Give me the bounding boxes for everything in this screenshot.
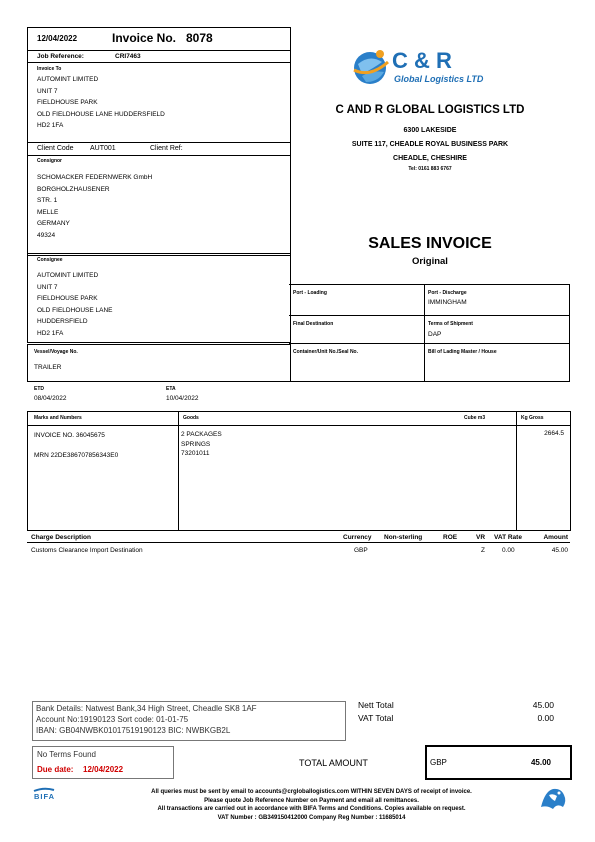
- roe-header: ROE: [443, 534, 458, 541]
- bank-details: Bank Details: Natwest Bank,34 High Street, Cheadle SK8 1AF Account No:19190123 Sort code: 01-01-75 IBAN: GB04NWBK01017519190123 BIC: NWBKGB2L: [36, 704, 257, 735]
- terms-of-shipment-label: Terms of Shipment: [428, 321, 473, 327]
- job-reference-label: Job Reference:: [37, 53, 84, 60]
- consignee-label: Consignee: [37, 257, 63, 263]
- vessel-value: TRAILER: [34, 364, 62, 371]
- logo-sub: Global Logistics LTD: [394, 74, 484, 84]
- bill-of-lading-label: Bill of Lading Master / House: [428, 349, 497, 355]
- vr-header: VR: [476, 534, 486, 541]
- kg-gross-header: Kg Gross: [521, 415, 544, 421]
- consignee-address: AUTOMINT LIMITED UNIT 7 FIELDHOUSE PARK OLD FIELDHOUSE LANE HUDDERSFIELD HD2 1FA: [37, 272, 113, 337]
- vessel-label: Vessel/Voyage No.: [34, 349, 78, 355]
- cube-header: Cube m3: [464, 415, 486, 421]
- company-tel: Tel: 0161 883 6767: [408, 166, 452, 172]
- kg-gross-value: 2664.5: [544, 430, 564, 437]
- due-date: 12/04/2022: [83, 765, 124, 774]
- port-discharge-label: Port - Discharge: [428, 290, 467, 296]
- non-sterling-header: Non-sterling: [384, 534, 423, 541]
- company-name: C AND R GLOBAL LOGISTICS LTD: [335, 104, 525, 116]
- terms-of-shipment: DAP: [428, 331, 442, 338]
- amount-header: Amount: [543, 534, 568, 541]
- bifa-logo: BIFA: [32, 787, 72, 801]
- client-code-label: Client Code: [37, 145, 74, 152]
- invoice-date: 12/04/2022: [37, 34, 78, 43]
- job-reference: CRI7463: [115, 53, 141, 60]
- charge-row-description: Customs Clearance Import Destination: [31, 547, 143, 554]
- invoice-to-address: AUTOMINT LIMITED UNIT 7 FIELDHOUSE PARK OLD FIELDHOUSE LANE HUDDERSFIELD HD2 1FA: [37, 76, 165, 129]
- document-title: SALES INVOICE: [368, 235, 492, 252]
- nett-total-label: Nett Total: [358, 700, 394, 710]
- accreditation-logo: [537, 785, 569, 813]
- vat-total-label: VAT Total: [358, 713, 394, 723]
- marks-line-1: INVOICE NO. 36045675: [34, 432, 105, 439]
- due-date-label: Due date:: [37, 765, 74, 774]
- globe-icon: [350, 48, 390, 88]
- total-currency: GBP: [430, 758, 447, 767]
- goods-header: Goods: [183, 415, 199, 421]
- charge-description-header: Charge Description: [31, 534, 91, 541]
- charge-row-currency: GBP: [354, 547, 368, 554]
- goods-description: 2 PACKAGES SPRINGS 73201011: [181, 431, 222, 457]
- logo-main: C & R: [392, 48, 452, 73]
- footer-text: All queries must be sent by email to accounts@crgloballogistics.com WITHIN SEVEN DAYS of receipt of invoice. Please quote Job Reference Number on Payment and email all remittances. All transactions are carried out in accordance with BIFA Terms and Conditions. Copies available on request. VAT Number : GB349150412000 Company Reg Number : 11685014: [151, 789, 472, 821]
- company-address: 6300 LAKESIDE SUITE 117, CHEADLE ROYAL BUSINESS PARK CHEADLE, CHESHIRE: [351, 127, 509, 162]
- total-amount: 45.00: [530, 758, 551, 767]
- port-loading-label: Port - Loading: [293, 290, 327, 296]
- total-amount-label: TOTAL AMOUNT: [299, 758, 368, 768]
- container-label: Container/Unit No./Seal No.: [293, 349, 359, 355]
- currency-header: Currency: [343, 534, 372, 541]
- invoice-to-label: Invoice To: [37, 66, 62, 72]
- final-destination-label: Final Destination: [293, 321, 334, 327]
- client-ref-label: Client Ref:: [150, 145, 183, 152]
- no-terms-text: No Terms Found: [37, 750, 96, 759]
- consignor-address: SCHOMACKER FEDERNWERK GmbH BORGHOLZHAUSENER STR. 1 MELLE GERMANY 49324: [37, 174, 153, 239]
- invoice-number-label: Invoice No.: [112, 31, 177, 45]
- marks-line-2: MRN 22DE386707856343E0: [34, 452, 119, 459]
- nett-total: 45.00: [532, 700, 554, 710]
- vat-total: 0.00: [537, 713, 554, 723]
- etd-label: ETD: [34, 386, 44, 392]
- charge-row-amount: 45.00: [551, 547, 568, 554]
- marks-header: Marks and Numbers: [34, 415, 82, 421]
- eta-label: ETA: [166, 386, 176, 392]
- horse-emblem-icon: [537, 785, 569, 813]
- charge-row-vr: Z: [481, 547, 485, 554]
- etd-value: 08/04/2022: [34, 395, 67, 402]
- consignor-label: Consignor: [37, 158, 62, 164]
- port-discharge: IMMINGHAM: [428, 299, 467, 306]
- charge-row-vat-rate: 0.00: [502, 547, 515, 554]
- eta-value: 10/04/2022: [166, 395, 199, 402]
- vat-rate-header: VAT Rate: [494, 534, 522, 541]
- invoice-number: 8078: [186, 31, 213, 45]
- goods-table: [27, 411, 571, 531]
- document-subtitle: Original: [412, 256, 448, 267]
- client-code: AUT001: [90, 145, 116, 152]
- company-logo: [350, 42, 490, 92]
